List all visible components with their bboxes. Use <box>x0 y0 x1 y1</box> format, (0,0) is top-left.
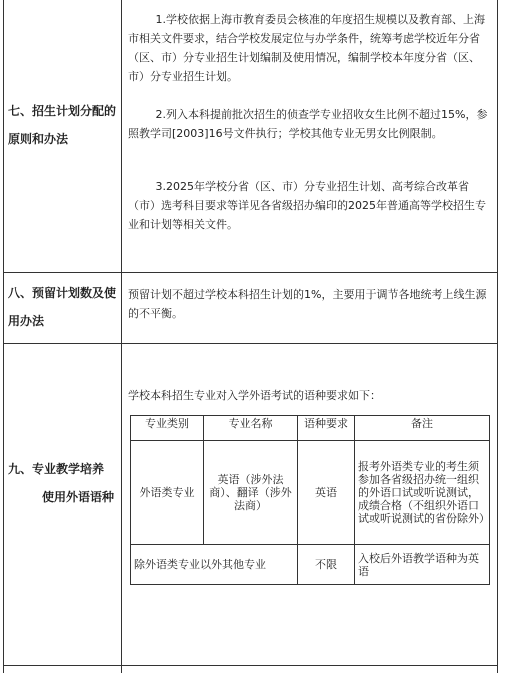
section-9-label <box>8 455 120 511</box>
section-7-paragraph-1: 1.学校依据上海市教育委员会核准的年度招生规模以及教育部、上海市相关文件要求，结合学校发展定位与办学条件，统筹考虑学校近年分省（区、市）分专业招生计划编制及使用情况，编制学校本年度分省（区、市）分专业招生计划。 <box>128 13 485 83</box>
section-9-intro: 学校本科招生专业对入学外语考试的语种要求如下： <box>128 389 381 402</box>
section-9-label-line-1: 九、专业教学培养 <box>8 462 105 476</box>
cell-category: 除外语类专业以外其他专业 <box>131 545 298 585</box>
cell-major-name: 英语（涉外法商）、翻译（涉外法商） <box>204 441 298 545</box>
section-7-paragraph-3: 3.2025年学校分省（区、市）分专业招生计划、高考综合改革省（市）选考科目要求等详见各省级招办编印的2025年普通高等学校招生专业和计划等相关文件。 <box>128 180 486 231</box>
cell-language: 不限 <box>298 545 355 585</box>
table-border-left <box>3 0 4 673</box>
row-divider-7-8 <box>3 272 498 273</box>
language-requirement-table <box>130 415 490 585</box>
section-7-label: 七、招生计划分配的原则和办法 <box>8 104 117 146</box>
header-remarks: 备注 <box>355 416 490 441</box>
table-row <box>131 545 490 585</box>
header-major-name: 专业名称 <box>204 416 298 441</box>
section-9-label-line-2: 使用外语语种 <box>42 490 115 504</box>
table-border-right <box>497 0 498 673</box>
row-divider-8-9 <box>3 343 498 344</box>
header-language-requirement: 语种要求 <box>298 416 355 441</box>
cell-category: 外语类专业 <box>131 441 204 545</box>
cell-language: 英语 <box>298 441 355 545</box>
section-8-label: 八、预留计划数及使用办法 <box>8 286 117 328</box>
table-row <box>131 441 490 545</box>
cell-remarks: 报考外语类专业的考生须参加各省级招办统一组织的外语口试或听说测试，成绩合格（不组织外语口试或听说测试的省份除外） <box>355 441 490 545</box>
section-7-paragraph-2: 2.列入本科提前批次招生的侦查学专业招收女生比例不超过15%，参照教学司[2003]16号文件执行；学校其他专业无男女比例限制。 <box>128 108 488 140</box>
table-border-middle <box>121 0 122 673</box>
section-8-text: 预留计划不超过学校本科招生计划的1%，主要用于调节各地统考上线生源的不平衡。 <box>128 288 487 320</box>
cell-remarks: 入校后外语教学语种为英语 <box>355 545 490 585</box>
row-divider-bottom <box>3 665 498 666</box>
header-category: 专业类别 <box>131 416 204 441</box>
table-header-row <box>131 416 490 441</box>
